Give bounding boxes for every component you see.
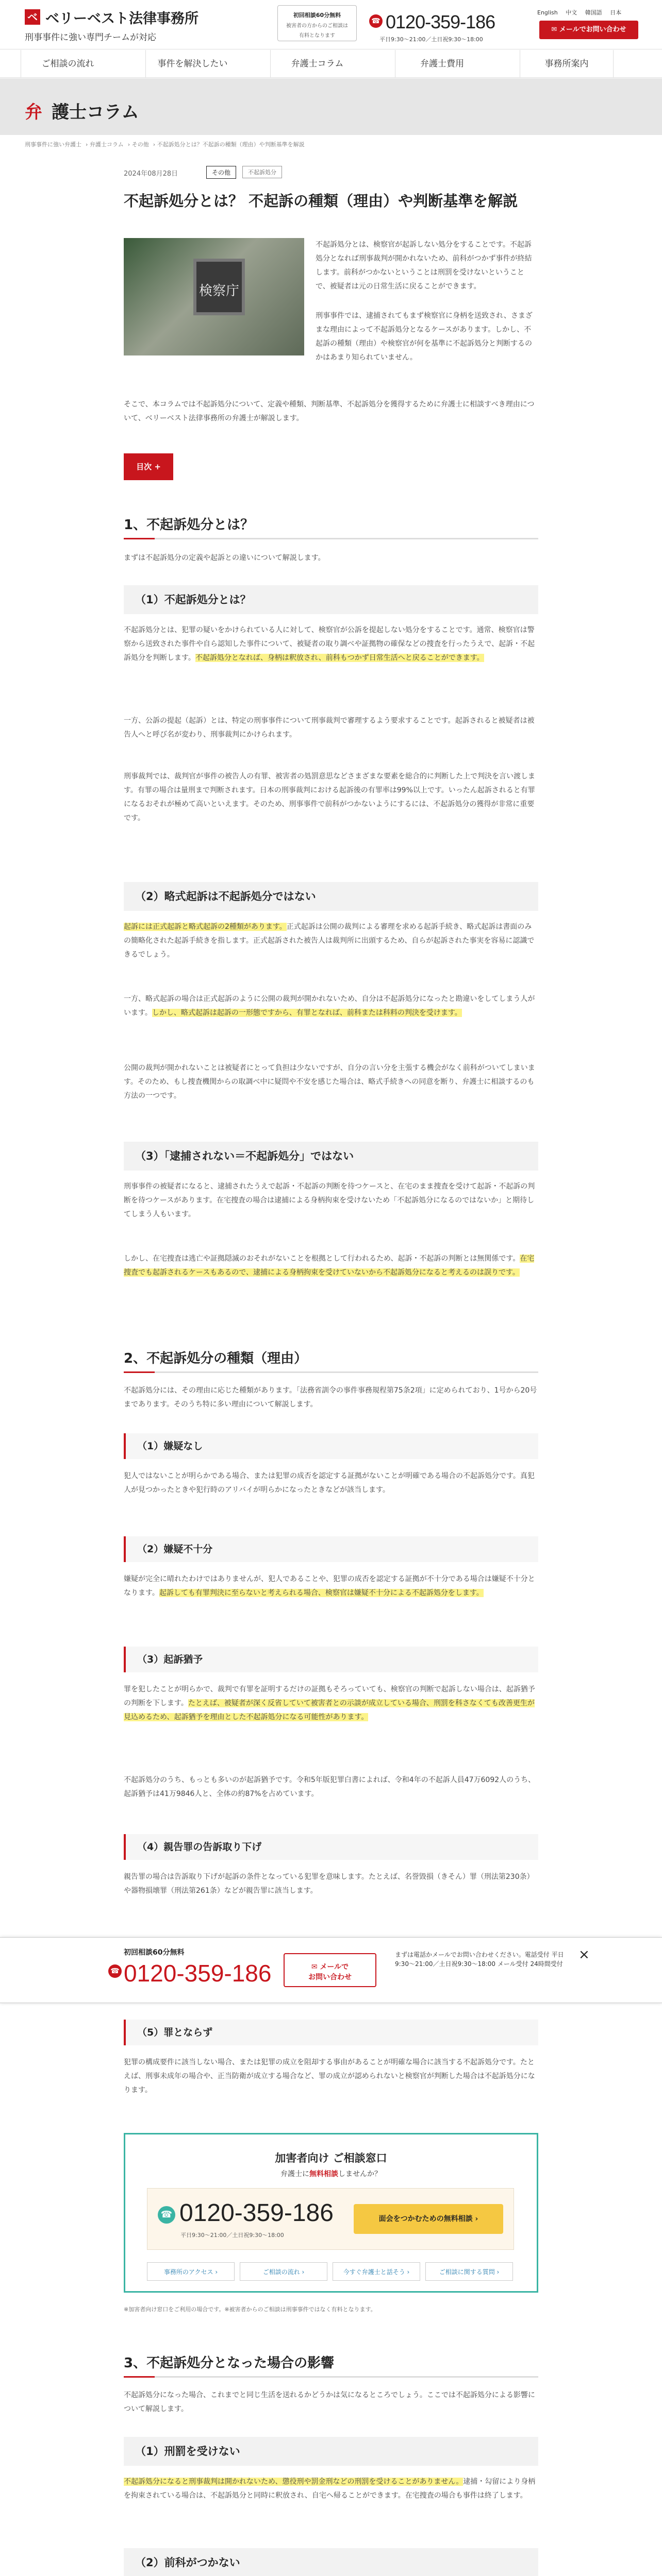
paragraph: 犯罪の構成要件に該当しない場合、または犯罪の成立を阻却する事由があることが明確な場合に該当する不起訴処分です。たとえば、刑事未成年の場合や、正当防衛が成立する場合など、罪の成立が認められないと検察官が判断した場合は不起訴処分になります。	[124, 2058, 535, 2094]
consult-link-faq[interactable]: ご相談に関する質問 ›	[425, 2262, 513, 2281]
consult-sub-post: しませんか？	[338, 2170, 382, 2178]
section-lead: 不起訴処分になった場合、これまでと同じ生活を送れるかどうかは気になるところでしょう。ここでは不起訴処分による影響について解説します。	[124, 2391, 535, 2413]
phone-icon: ☎	[108, 1964, 122, 1978]
breadcrumb-item[interactable]: 刑事事件に強い弁護士	[25, 141, 81, 148]
prosecutors-office-sign	[193, 259, 245, 315]
section-lead: まずは不起訴処分の定義や起訴との違いについて解説します。	[124, 554, 325, 562]
paragraph	[124, 1572, 538, 1600]
consult-free-button[interactable]: 面会をつかむための無料相談 ›	[354, 2204, 503, 2234]
breadcrumb: 刑事事件に強い弁護士 › 弁護士コラム › その他 › 不起訴処分とは？不起訴の種類（理由）や判断基準を解説	[25, 141, 305, 148]
consult-phone-number[interactable]: 0120-359-186	[179, 2199, 334, 2227]
free-consult-sub1: 被害者の方からのご相談は	[286, 23, 348, 29]
subsection-heading: （1）刑罰を受けない	[124, 2437, 538, 2466]
paragraph	[124, 1683, 538, 1724]
highlight-text: 起訴には正式起訴と略式起訴の2種類があります。	[124, 923, 287, 931]
paragraph-text: しかし、在宅捜査は逃亡や証拠隠滅のおそれがないことを根拠として行われるため、起訴・不起訴の判断とは無関係です。	[124, 1255, 520, 1263]
banner-title: 護士コラム	[52, 102, 139, 123]
breadcrumb-current: 不起訴処分とは？不起訴の種類（理由）や判断基準を解説	[157, 141, 305, 148]
hero-image	[124, 238, 304, 355]
highlight-text: 不起訴処分になると刑事裁判は開かれないため、懲役刑や罰金刑などの刑罰を受けることがありません。	[124, 2478, 464, 2486]
subsection-heading: （4）親告罪の告訴取り下げ	[124, 1834, 538, 1860]
paragraph	[124, 623, 538, 665]
lang-link-japan[interactable]: 日本	[610, 9, 622, 16]
paragraph-text: 逮捕・勾留により身柄を拘束されている場合は、不起訴処分と同時に釈放され、自宅へ帰ることができます。在宅捜査の場合も事件は終了します。	[124, 2478, 536, 2500]
subsection-heading: （1）不起訴処分とは？	[124, 585, 538, 614]
paragraph: 刑事事件の被疑者になると、逮捕されたうえで起訴・不起訴の判断を待つケースと、在宅のまま捜査を受けて起訴・不起訴の判断を待つケースがあります。在宅捜査の場合は逮捕による身柄拘束を受けないため「不起訴処分になるのではないか」と期待してしまう人もいます。	[124, 1182, 535, 1218]
consult-hours: 平日9:30〜21:00／土日祝9:30〜18:00	[180, 2232, 284, 2239]
article-date: 2024年08月28日	[124, 170, 178, 178]
breadcrumb-item[interactable]: その他	[131, 141, 149, 148]
nav-item-fees[interactable]: 弁護士費用	[395, 50, 489, 78]
subsection-heading: （3）「逮捕されない＝不起訴処分」ではない	[124, 1142, 538, 1171]
sticky-notice: まずは電話かメールでお問い合わせください。電話受付 平日9:30〜21:00／土日祝9:30〜18:00 メール受付 24時間受付	[395, 1951, 564, 1968]
section-divider	[124, 538, 538, 539]
consult-link-access[interactable]: 事務所のアクセス ›	[147, 2262, 235, 2281]
section-heading: 3、不起訴処分となった場合の影響	[124, 2355, 335, 2371]
consult-sub-pre: 弁護士に	[280, 2170, 309, 2178]
paragraph-text: 嫌疑が完全に晴れたわけではありませんが、犯人であることや、犯罪の成否を認定する証拠が不十分である場合は嫌疑不十分となります。	[124, 1575, 535, 1597]
toc-toggle-button[interactable]: 目次 +	[124, 453, 173, 480]
highlight-text: しかし、略式起訴は起訴の一形態ですから、有罪となれば、前科または科料の判決を受けます。	[152, 1009, 462, 1017]
intro-paragraph: そこで、本コラムでは不起訴処分について、定義や種類、判断基準、不起訴処分を獲得するために弁護士に相談すべき理由について、ベリーベスト法律事務所の弁護士が解説します。	[124, 400, 535, 422]
paragraph	[124, 2475, 538, 2503]
nav-item-solve[interactable]: 事件を解決したい	[145, 50, 239, 78]
sticky-phone-number[interactable]: 0120-359-186	[124, 1960, 272, 1987]
paragraph	[124, 920, 538, 962]
global-nav	[0, 50, 662, 78]
section-heading: 1、不起訴処分とは？	[124, 517, 254, 533]
paragraph-text: 正式起訴は公開の裁判による審理を求める起訴手続き、略式起訴は書面のみの簡略化された起訴手続きを指します。正式起訴された被告人は裁判所に出頭するため、自らが起訴された事実を容易に認識できるでしょう。	[124, 923, 535, 959]
subsection-heading: （2）前科がつかない	[124, 2548, 538, 2576]
free-consult-sub2: 有料となります	[299, 33, 335, 39]
topic-tag[interactable]: 不起訴処分	[242, 166, 282, 178]
paragraph: 不起訴処分のうち、もっとも多いのが起訴猶予です。令和5年版犯罪白書によれば、令和4年の不起訴人員47万6092人のうち、起訴猶予は41万9846人と、全体の約87%を占めています。	[124, 1776, 536, 1798]
nav-item-flow[interactable]: ご相談の流れ	[21, 50, 114, 78]
lang-link-chinese[interactable]: 中文	[566, 9, 577, 16]
site-header	[0, 0, 662, 49]
header-phone-number[interactable]: 0120-359-186	[386, 11, 495, 32]
paragraph-text: 一方、略式起訴の場合は正式起訴のように公開の裁判が開かれないため、自分は不起訴処分になったと勘違いをしてしまう人がいます。	[124, 995, 535, 1017]
paragraph: 刑事裁判では、裁判官が事件の被告人の有罪、被害者の処罰意思などさまざまな要素を総合的に判断した上で判決を言い渡します。有罪の場合は量刑まで判断されます。日本の刑事裁判における起訴後の有罪率は99%以上です。いったん起訴されると有罪になるおそれが極めて高いといえます。そのため、刑事事件で前科がつかないようにするには、不起訴処分の獲得が非常に重要です。	[124, 772, 535, 822]
lang-link-korean[interactable]: 韓国語	[585, 9, 602, 16]
column-banner	[0, 78, 662, 135]
consult-link-flow[interactable]: ご相談の流れ ›	[240, 2262, 327, 2281]
highlight-text: たとえば、被疑者が深く反省していて被害者との示談が成立している場合、刑罰を科さなくても改善更生が見込めるため、起訴猶予を理由とした不起訴処分になる可能性があります。	[124, 1699, 535, 1721]
subsection-heading: （5）罪とならず	[124, 2020, 538, 2045]
consult-box	[124, 2133, 538, 2293]
mail-contact-label: メールでお問い合わせ	[559, 26, 626, 33]
article-title: 不起訴処分とは？ 不起訴の種類（理由）や判断基準を解説	[124, 192, 518, 210]
paragraph	[124, 1252, 538, 1280]
hero-sign-text: 検察庁	[198, 283, 239, 299]
tagline: 刑事事件に強い専門チームが対応	[25, 32, 156, 43]
paragraph: 親告罪の場合は告訴取り下げが起訴の条件となっている犯罪を意味します。たとえば、名誉毀損（きそん）罪（刑法第230条）や器物損壊罪（刑法第261条）などが親告罪に該当します。	[124, 1873, 534, 1895]
consult-sub-em: 無料相談	[309, 2170, 338, 2178]
nav-item-office[interactable]: 事務所案内	[520, 50, 614, 78]
mail-icon: ✉	[551, 26, 559, 33]
phone-icon: ☎	[158, 2206, 175, 2224]
subsection-heading: （3）起訴猶予	[124, 1647, 538, 1672]
paragraph: 一方、公訴の提起（起訴）とは、特定の刑事事件について刑事裁判で審理するよう要求することです。起訴されると被疑者は被告人へと呼び名が変わり、刑事裁判にかけられます。	[124, 717, 535, 739]
section-divider	[124, 2376, 538, 2378]
section-divider	[124, 1371, 538, 1373]
highlight-text: 起訴しても有罪判決に至らないと考えられる場合、検察官は嫌疑不十分による不起訴処分をします。	[159, 1589, 484, 1597]
banner-mark: 弁	[25, 102, 42, 123]
sticky-free-label: 初回相談60分無料	[124, 1948, 185, 1957]
paragraph-text: 罪を犯したことが明らかで、裁判で有罪を証明するだけの証拠もそろっていても、検察官の判断で起訴しない場合は、起訴猶予の判断を下します。	[124, 1685, 535, 1707]
nav-item-column[interactable]: 弁護士コラム	[270, 50, 364, 78]
lang-link-english[interactable]: English	[537, 9, 558, 16]
free-consult-title: 初回相談60分無料	[293, 12, 341, 19]
subsection-heading: （2）略式起訴は不起訴処分ではない	[124, 882, 538, 911]
language-links	[537, 8, 627, 16]
consult-subtitle	[125, 2168, 537, 2179]
mail-contact-button[interactable]	[539, 21, 638, 39]
logo-mark[interactable]: ベ	[25, 9, 40, 25]
mail-icon: ✉	[311, 1963, 320, 1971]
highlight-text: 在宅捜査でも起訴されるケースもあるので、逮捕による身柄拘束を受けていないから不起訴処分になると考えるのは誤りです。	[124, 1255, 535, 1277]
sticky-mail-label: メールで お問い合わせ	[308, 1963, 352, 1981]
subsection-heading: （2）嫌疑不十分	[124, 1536, 538, 1562]
close-icon[interactable]: ×	[578, 1947, 590, 1962]
breadcrumb-item[interactable]: 弁護士コラム	[89, 141, 124, 148]
consult-phone-box	[147, 2188, 514, 2250]
logo-name[interactable]: ベリーベスト法律事務所	[45, 11, 198, 27]
paragraph	[124, 992, 538, 1020]
header-phone[interactable]	[369, 11, 519, 32]
paragraph: 犯人ではないことが明らかである場合、または犯罪の成否を認定する証拠がないことが明確である場合の不起訴処分です。真犯人が見つかったときや犯行時のアリバイが明らかになったときなどが該当します。	[124, 1472, 535, 1494]
intro-paragraph: 不起訴処分とは、検察官が起訴しない処分をすることです。不起訴処分となれば刑事裁判が開かれないため、前科がつかず事件が終結します。前科がつかないということは刑罰を受けないということで、被疑者は元の日常生活に戻ることができます。	[316, 241, 532, 291]
section-heading: 2、不起訴処分の種類（理由）	[124, 1351, 308, 1366]
consult-links	[147, 2262, 514, 2281]
paragraph-text: 不起訴処分とは、犯罪の疑いをかけられている人に対して、検察官が公訴を提起しない処分をすることです。通常、検察官は警察から送致された事件や自ら認知した事件について、被疑者の取り調べや証拠物の確保などの捜査を行ったうえで、起訴・不起訴処分を判断します。	[124, 626, 535, 662]
consult-note: ※加害者向け窓口をご利用の場合です。※被害者からのご相談は刑事事件ではなく有料となります。	[124, 2306, 376, 2313]
section-lead: 不起訴処分には、その理由に応じた種類があります。「法務省訓令の事件事務規程第75条2項」に定められており、1号から20号まであります。そのうち特に多い理由について解説します。	[124, 1386, 537, 1409]
header-hours: 平日9:30〜21:00／土日祝9:30〜18:00	[379, 36, 483, 43]
phone-icon: ☎	[369, 14, 383, 28]
sticky-contact-bar	[0, 1937, 662, 2003]
intro-paragraph: 刑事事件では、逮捕されてもまず検察官に身柄を送致され、さまざまな理由によって不起訴処分となるケースがあります。しかし、不起訴の種類（理由）や検察官が何を基準に不起訴処分と判断するのかはあまり知られていません。	[316, 312, 533, 362]
paragraph: 公開の裁判が開かれないことは被疑者にとって負担は少ないですが、自分の言い分を主張する機会がなく前科がついてしまいます。そのため、もし捜査機関からの取調べ中に疑問や不安を感じた場合は、略式手続きへの同意を断り、弁護士に相談するのも方法の一つです。	[124, 1064, 535, 1100]
free-consult-box	[277, 5, 357, 41]
sticky-mail-button[interactable]	[284, 1953, 376, 1987]
category-tag[interactable]: その他	[206, 166, 236, 179]
consult-title: 加害者向け ご相談窓口	[275, 2152, 387, 2164]
subsection-heading: （1）嫌疑なし	[124, 1433, 538, 1459]
consult-link-talk[interactable]: 今すぐ弁護士と話そう ›	[333, 2262, 420, 2281]
highlight-text: 不起訴処分となれば、身柄は釈放され、前科もつかず日常生活へと戻ることができます。	[195, 654, 484, 662]
